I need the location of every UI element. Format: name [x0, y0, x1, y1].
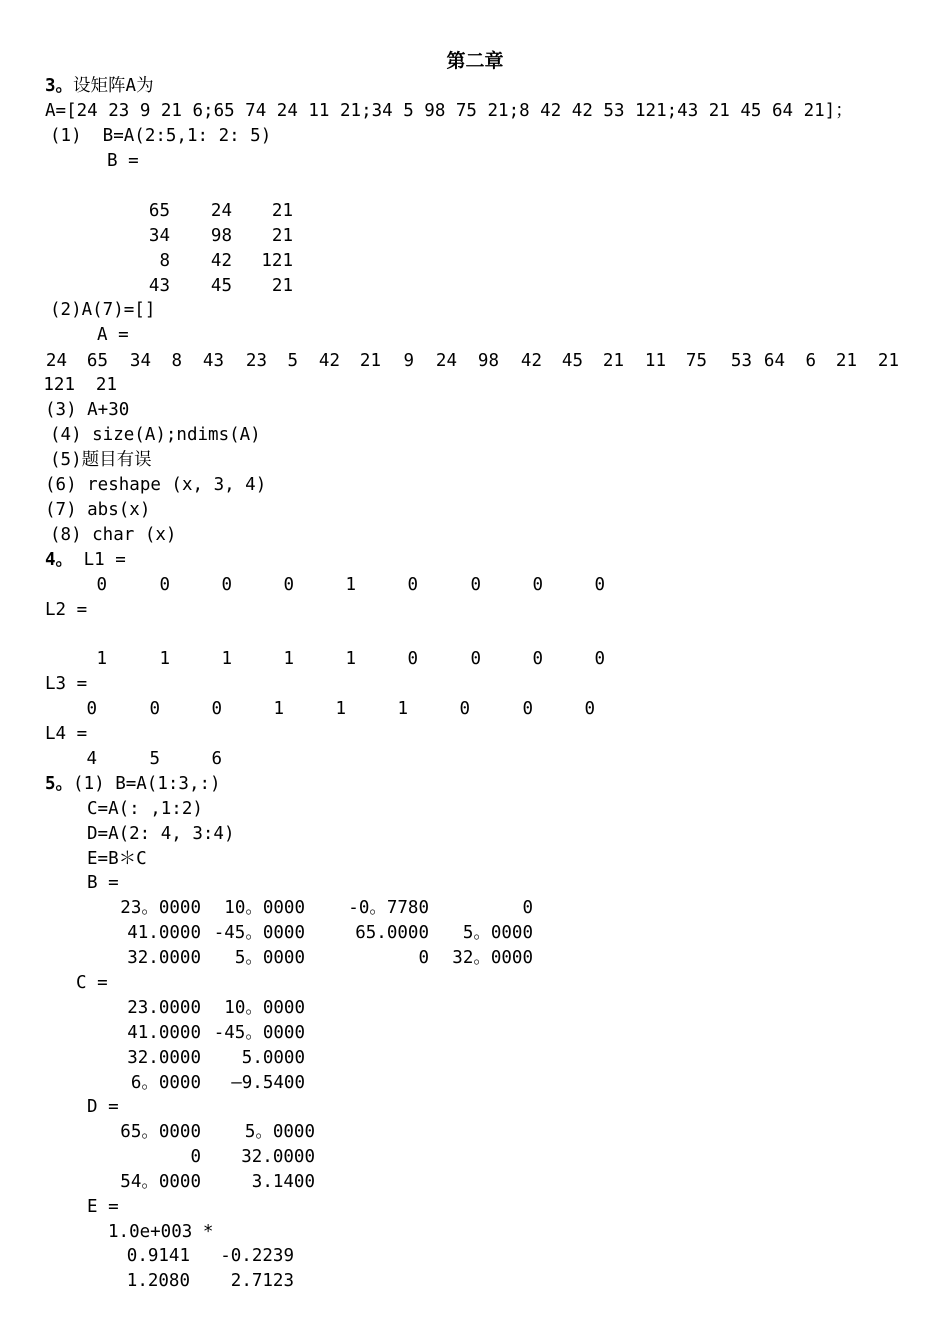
- logical-cell: 0: [211, 699, 222, 719]
- matrix-cell: 1.2080: [126, 1271, 190, 1291]
- q5-number: 5。: [45, 774, 74, 794]
- logical-cell: 0: [594, 649, 605, 669]
- logical-cell: 1: [335, 699, 346, 719]
- logical-cell: 0: [159, 575, 170, 595]
- q3-heading-text: 设矩阵A为: [73, 76, 154, 96]
- logical-cell: 0: [283, 575, 294, 595]
- vector-cell: 75: [685, 351, 707, 371]
- q3-number: 3。: [45, 76, 74, 96]
- vector-cell: 21: [95, 375, 117, 395]
- matrix-cell: 54。0000: [120, 1172, 201, 1192]
- matrix-cell: 32.0000: [127, 1048, 201, 1068]
- matrix-cell: 10。0000: [224, 898, 305, 918]
- vector-cell: 9: [403, 351, 414, 371]
- matrix-cell: 21: [271, 276, 293, 296]
- logical-cell: 1: [345, 649, 356, 669]
- matrix-cell: -45。0000: [213, 923, 305, 943]
- matrix-cell: 34: [148, 226, 170, 246]
- vector-cell: 21: [359, 351, 381, 371]
- q4-number: 4。: [45, 550, 74, 570]
- q5-b-label: B =: [87, 873, 119, 893]
- q3-part3: (3) A+30: [45, 400, 130, 420]
- logical-cell: 0: [584, 699, 595, 719]
- q3-part4: (4) size(A);ndims(A): [50, 425, 261, 445]
- matrix-cell: 21: [271, 201, 293, 221]
- vector-cell: 53: [730, 351, 752, 371]
- vector-cell: 43: [202, 351, 224, 371]
- matrix-cell: -45。0000: [213, 1023, 305, 1043]
- matrix-cell: 65.0000: [355, 923, 429, 943]
- matrix-cell: 0: [190, 1147, 201, 1167]
- vector-cell: 8: [171, 351, 182, 371]
- logical-cell: 1: [397, 699, 408, 719]
- logical-cell: 0: [470, 575, 481, 595]
- matrix-cell: 98: [210, 226, 232, 246]
- matrix-cell: 32.0000: [241, 1147, 315, 1167]
- matrix-cell: 5。0000: [244, 1122, 315, 1142]
- vector-cell: 21: [835, 351, 857, 371]
- q4-heading: [45, 548, 126, 573]
- matrix-cell: 0: [522, 898, 533, 918]
- matrix-cell: 5.0000: [241, 1048, 305, 1068]
- logical-cell: 1: [96, 649, 107, 669]
- vector-cell: 11: [644, 351, 666, 371]
- q5-command-4: E=B＊C: [87, 849, 147, 869]
- logical-cell: 6: [211, 749, 222, 769]
- matrix-cell: 42: [210, 251, 232, 271]
- logical-cell: 0: [532, 649, 543, 669]
- q4-l1-label: L1 =: [83, 550, 126, 570]
- q5-e-label: E =: [87, 1197, 119, 1217]
- matrix-cell: 32。0000: [452, 948, 533, 968]
- matrix-cell: 43: [148, 276, 170, 296]
- vector-cell: 42: [318, 351, 340, 371]
- matrix-cell: 0.9141: [126, 1246, 190, 1266]
- logical-cell: 0: [407, 575, 418, 595]
- q3-part6: (6) reshape (x, 3, 4): [45, 475, 267, 495]
- vector-cell: 5: [287, 351, 298, 371]
- vector-cell: 24: [435, 351, 457, 371]
- q3-part5: (5)题目有误: [50, 450, 152, 470]
- logical-cell: 0: [470, 649, 481, 669]
- vector-cell: 42: [520, 351, 542, 371]
- matrix-cell: 6。0000: [130, 1073, 201, 1093]
- logical-cell: 0: [532, 575, 543, 595]
- vector-cell: 21: [602, 351, 624, 371]
- q3-a-label: A =: [97, 325, 129, 345]
- vector-cell: 21: [877, 351, 899, 371]
- vector-cell: 6: [805, 351, 816, 371]
- q5-heading: [45, 772, 221, 797]
- matrix-cell: 8: [159, 251, 170, 271]
- q4-l4-label: L4 =: [45, 724, 88, 744]
- matrix-cell: 2.7123: [230, 1271, 294, 1291]
- logical-cell: 0: [407, 649, 418, 669]
- q5-c-label: C =: [76, 973, 108, 993]
- q5-command-1: (1) B=A(1:3,:): [73, 774, 221, 794]
- q3-part2-command: (2)A(7)=[]: [50, 300, 156, 320]
- q3-part7: (7) abs(x): [45, 500, 151, 520]
- matrix-cell: 24: [210, 201, 232, 221]
- matrix-cell: —9.5400: [231, 1073, 305, 1093]
- matrix-cell: 5。0000: [462, 923, 533, 943]
- q3-matrix-definition: A=[24 23 9 21 6;65 74 24 11 21;34 5 98 75 21;8 42 42 53 121;43 21 45 64 21]；: [45, 101, 853, 121]
- logical-cell: 0: [149, 699, 160, 719]
- logical-cell: 0: [459, 699, 470, 719]
- logical-cell: 5: [149, 749, 160, 769]
- matrix-cell: 41.0000: [127, 923, 201, 943]
- vector-cell: 34: [129, 351, 151, 371]
- logical-cell: 0: [96, 575, 107, 595]
- q5-command-2: C=A(: ,1:2): [87, 799, 203, 819]
- q3-part1-command: (1) B=A(2:5,1: 2: 5): [50, 126, 272, 146]
- logical-cell: 4: [86, 749, 97, 769]
- logical-cell: 1: [345, 575, 356, 595]
- q5-command-3: D=A(2: 4, 3:4): [87, 824, 235, 844]
- matrix-cell: 45: [210, 276, 232, 296]
- logical-cell: 1: [273, 699, 284, 719]
- vector-cell: 64: [763, 351, 785, 371]
- matrix-cell: 3.1400: [251, 1172, 315, 1192]
- q3-part8: (8) char (x): [50, 525, 177, 545]
- matrix-cell: 0: [418, 948, 429, 968]
- matrix-cell: -0.2239: [220, 1246, 294, 1266]
- vector-cell: 121: [43, 375, 75, 395]
- logical-cell: 0: [522, 699, 533, 719]
- logical-cell: 1: [283, 649, 294, 669]
- matrix-cell: 10。0000: [224, 998, 305, 1018]
- q4-l3-label: L3 =: [45, 674, 88, 694]
- q3-b-label: B =: [107, 151, 139, 171]
- matrix-cell: 23。0000: [120, 898, 201, 918]
- matrix-cell: 21: [271, 226, 293, 246]
- matrix-cell: 65: [148, 201, 170, 221]
- logical-cell: 0: [594, 575, 605, 595]
- q3-heading: [45, 74, 154, 99]
- logical-cell: 0: [86, 699, 97, 719]
- matrix-cell: -0。7780: [348, 898, 429, 918]
- vector-cell: 45: [561, 351, 583, 371]
- chapter-title: 第二章: [446, 50, 504, 72]
- q5-e-scale: 1.0e+003 *: [108, 1222, 214, 1242]
- vector-cell: 98: [477, 351, 499, 371]
- logical-cell: 1: [159, 649, 170, 669]
- matrix-cell: 32.0000: [127, 948, 201, 968]
- logical-cell: 1: [221, 649, 232, 669]
- vector-cell: 23: [245, 351, 267, 371]
- matrix-cell: 41.0000: [127, 1023, 201, 1043]
- vector-cell: 24: [45, 351, 67, 371]
- matrix-cell: 23.0000: [127, 998, 201, 1018]
- vector-cell: 65: [86, 351, 108, 371]
- matrix-cell: 5。0000: [234, 948, 305, 968]
- q4-l2-label: L2 =: [45, 600, 88, 620]
- matrix-cell: 65。0000: [120, 1122, 201, 1142]
- q5-d-label: D =: [87, 1097, 119, 1117]
- logical-cell: 0: [221, 575, 232, 595]
- matrix-cell: 121: [261, 251, 293, 271]
